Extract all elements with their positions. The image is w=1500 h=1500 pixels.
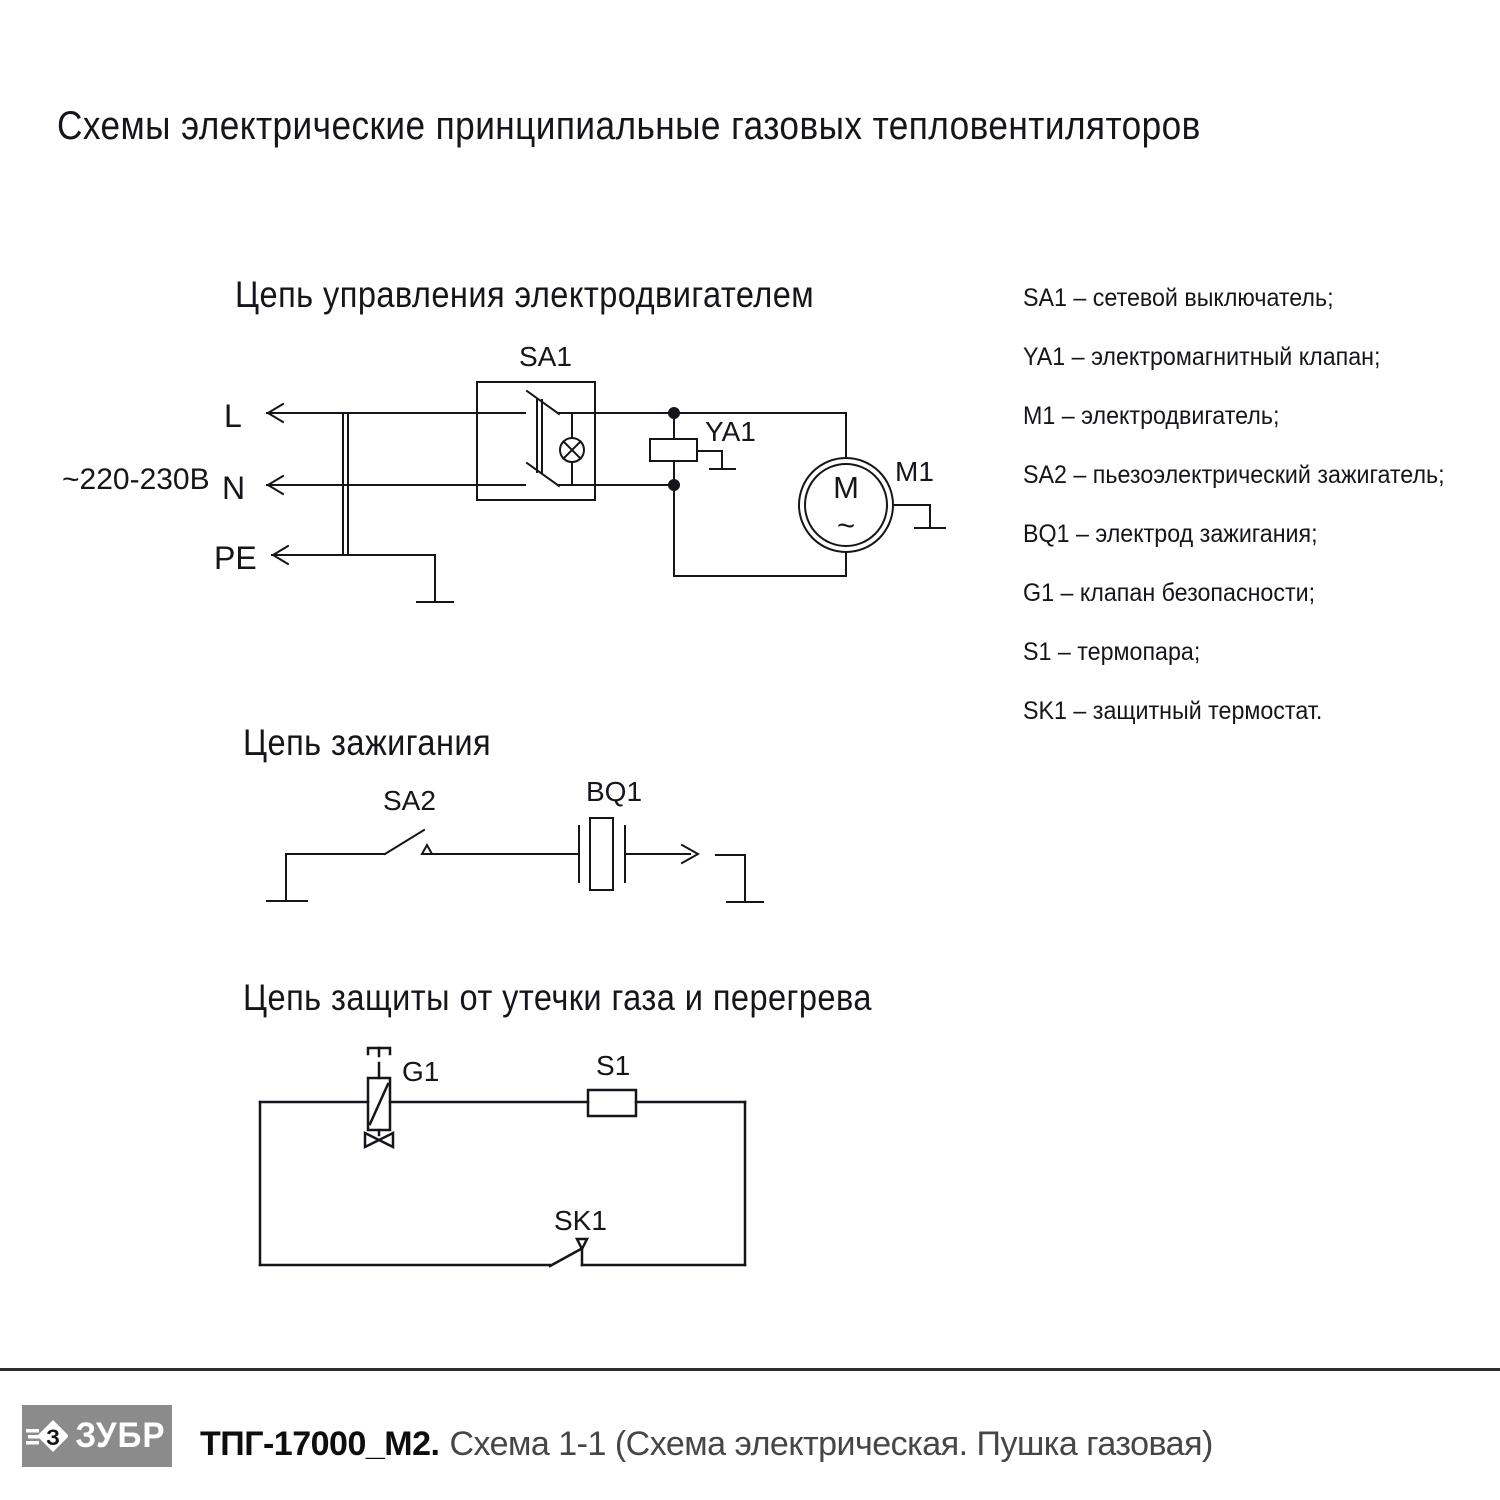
legend-item: YA1 – электромагнитный клапан; (1023, 343, 1381, 371)
pushbutton-icon (422, 845, 432, 854)
piezo-crystal (590, 818, 613, 890)
zubr-logo-glyph: З (46, 1425, 60, 1450)
label-g1: G1 (402, 1056, 440, 1087)
model-number: ТПГ-17000_М2. (200, 1425, 440, 1463)
wire-PE (272, 555, 435, 600)
label-sa1: SA1 (519, 341, 572, 372)
legend-item: SA1 – сетевой выключатель; (1023, 284, 1334, 312)
igniter-blade (385, 830, 424, 854)
legend-item: S1 – термопара; (1023, 638, 1201, 666)
ignition-circuit (267, 818, 763, 902)
label-m1: M1 (895, 456, 934, 487)
zubr-logo (22, 1405, 172, 1467)
voltage-label: ~220-230В (62, 463, 210, 496)
motor-ac-symbol: ~ (836, 508, 856, 543)
label-bq1: BQ1 (586, 776, 643, 807)
legend-item: SK1 – защитный термостат. (1023, 697, 1323, 725)
terminal-L-label: L (224, 398, 242, 434)
section-title-ignition: Цепь зажигания (243, 722, 492, 763)
label-sk1: SK1 (554, 1205, 607, 1236)
label-ya1: YA1 (705, 416, 756, 447)
thermostat-blade (550, 1249, 581, 1266)
legend-item: G1 – клапан безопасности; (1023, 579, 1316, 607)
terminal-N-label: N (222, 470, 246, 506)
valve-ya1-coil (650, 439, 697, 461)
wire (716, 855, 745, 900)
label-s1: S1 (596, 1050, 631, 1081)
thermal-contact-icon (577, 1239, 587, 1249)
wire (286, 854, 385, 901)
protection-circuit (260, 1048, 745, 1266)
motor-letter: M (833, 470, 859, 505)
section-title-motor-control: Цепь управления электродвигателем (235, 274, 815, 315)
page-title: Схемы электрические принципиальные газовых тепловентиляторов (57, 104, 1201, 148)
valve-ground-lead (697, 451, 722, 469)
gas-valve-icon (379, 1133, 393, 1147)
legend-item: BQ1 – электрод зажигания; (1023, 520, 1318, 548)
brand-name: ЗУБР (75, 1416, 166, 1455)
motor-bottom-lead (674, 485, 846, 576)
legend-item: M1 – электродвигатель; (1023, 402, 1280, 430)
terminal-PE-label: PE (214, 540, 257, 576)
zubr-logo-icon (26, 1413, 68, 1459)
section-title-protection: Цепь защиты от утечки газа и перегрева (243, 977, 872, 1018)
legend-item: SA2 – пьезоэлектрический зажигатель; (1023, 461, 1445, 489)
valve-diagonal (370, 1084, 388, 1124)
label-sa2: SA2 (383, 785, 436, 816)
footer-caption-line (200, 1424, 1213, 1464)
footer-divider (0, 1368, 1500, 1371)
motor-ground-lead (893, 505, 930, 528)
thermocouple-s1-body (588, 1090, 636, 1116)
drawing-caption: Схема 1-1 (Схема электрическая. Пушка газовая) (449, 1425, 1213, 1463)
